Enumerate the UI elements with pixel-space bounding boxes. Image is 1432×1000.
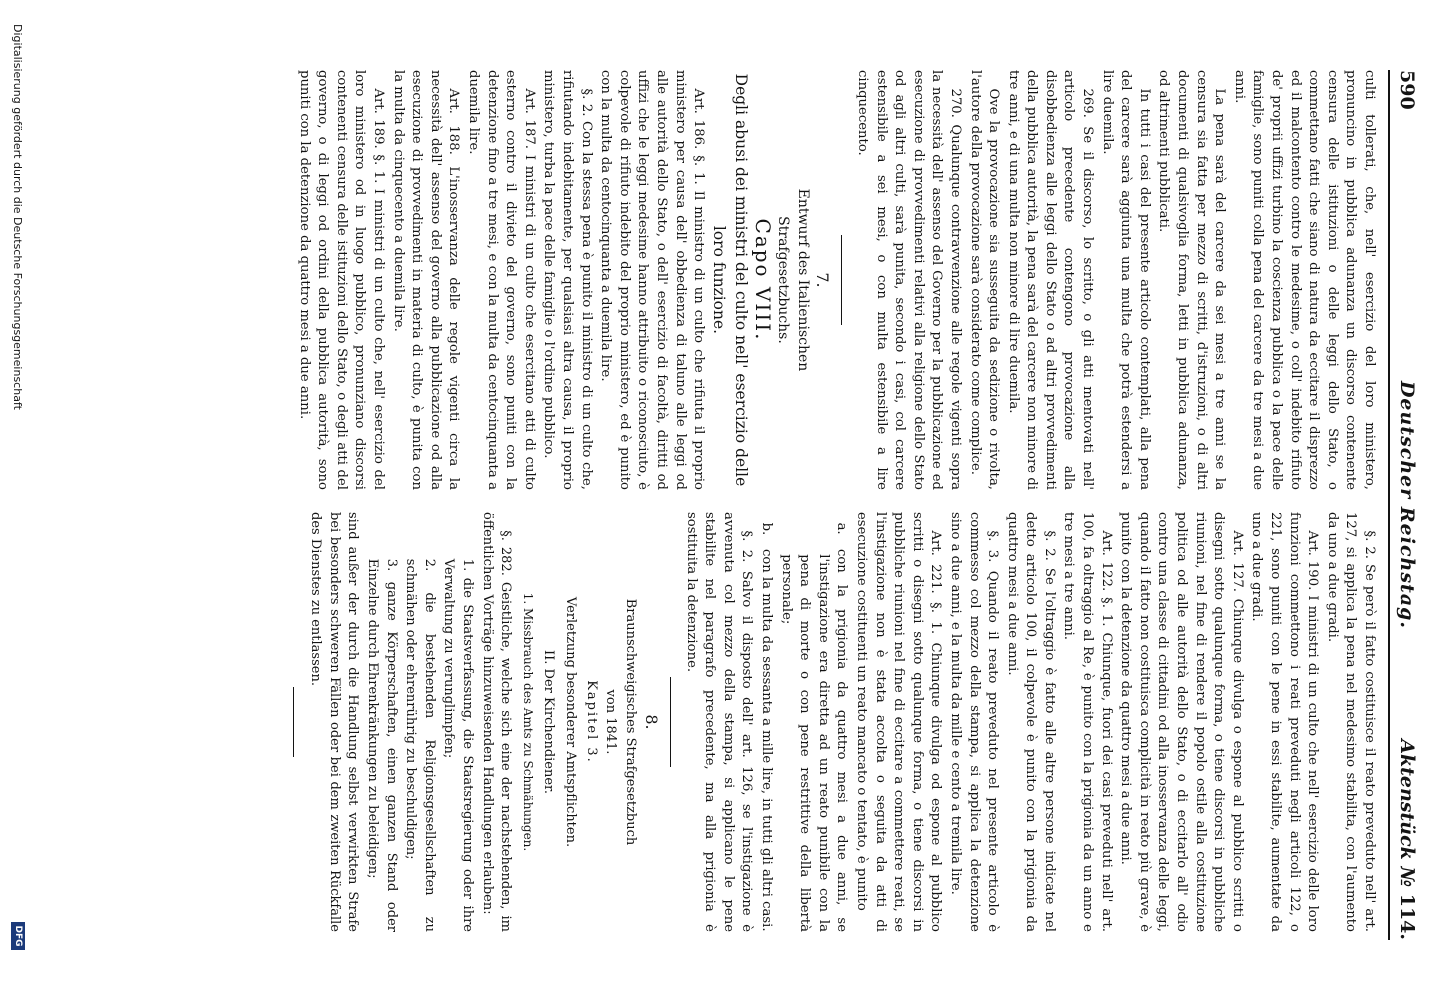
article-269: 269. Se il discorso, lo scritto, o gli atti mentovati nell' articolo precedente contengono provocazione alla disobbedienza alle leggi dello Stato o ad altri provvedimenti della pubblica autorità, la pena sarà del carcere non minore di tre anni, e di una multa non minore di lire duemila. [1005, 70, 1096, 490]
paragraph: La pena sarà del carcere da sei mesi a tre anni se la censura sia fatta per mezzo di scritti, d'istruzioni, o di altri documenti di qualsivoglia forma, letti in pubblica adunanza, od altrimenti pubblicati. [1156, 70, 1228, 490]
paragraph: Ove la provocazione sia susseguita da sedizione o rivolta, l'autore della provocazione sarà considerato come complice. [967, 70, 1002, 490]
attachment-number [1396, 739, 1418, 940]
page-header [1388, 70, 1424, 940]
article-221-par-2: §. 2. Salvo il disposto dell' art. 126, se l'instigazione è avvenuta col mezzo della stampa, si applicano le pene stabilite nel paragrafo precedente, ma alla prigionia è sostituita la detenzione. [683, 512, 755, 932]
paragraph-282-item-2: 2. die bestehenden Religionsgesellschaften zu schmähen oder ehrenrührig zu beschuldigen; [403, 558, 437, 932]
paragraph: In tutti i casi del presente articolo contemplati, alla pena del carcere sarà aggiunta una multa che potrà estendersi a lire duemila. [1099, 70, 1152, 490]
paragraph-282: §. 282. Geistliche, welche sich eine der nachstehenden, im öffentlichen Vorträge hinzuweisenden Handlungen erlauben: [479, 512, 514, 932]
page-number: 590 [1396, 70, 1418, 110]
chapter-subtitle-de: Verletzung besonderer Amtspflichten. [562, 596, 578, 848]
article-186: Art. 186. §. 1. Il ministro di un culto che rifiuta il proprio ministero per causa dell' obbedienza di taluno alle leggi od alle autorità dello Stato, o dell' esercizio di facoltà, diritti od uffizi che le leggi medesime hanno attribuito o riconosciuto, è colpevole di rifiuto indebito del proprio ministero, ed è punito con la multa da centocinquanta a duemila lire. [598, 70, 707, 490]
article-122: Art. 122. §. 1. Chiunque, fuori dei casi preveduti nell' art. 100, fa oltraggio al Re, è punito con la prigionia da un anno e tre mesi a tre anni. [1061, 512, 1114, 932]
section-title-8-line2: von 1841. [603, 689, 619, 755]
article-122-par-3: §. 3. Quando il reato preveduto nel presente articolo è commesso col mezzo della stampa, si applica la detenzione sino a due anni, e la multa da mille e cento a tremila lire. [947, 512, 1001, 932]
paragraph-282-item-1: 1. die Staatsverfassung, die Staatsregierung oder ihre Verwaltung zu verunglimpfen; [441, 558, 476, 932]
dfg-logo: DFG [11, 922, 25, 950]
attachment-value: 114. [1396, 893, 1418, 940]
chapter-subtitle: Degli abusi dei ministri del culto nell' esercizio delle loro funzione. [710, 73, 751, 487]
attachment-label: Aktenstück № [1396, 739, 1418, 888]
chapter-heading-de: Kapitel 3. [584, 680, 600, 764]
section-divider [841, 235, 842, 325]
section-title-7-line1: Entwurf des Italienischen [794, 188, 811, 372]
paragraph: culti tollerati, che, nell' esercizio del loro ministero, pronuncino in pubblica adunanza un discorso contenente censura delle istituzioni o delle leggi dello Stato, o commettano fatti che siano di natura da eccitare il disprezzo ed il malcontento contro le medesime, o coll' indebito rifiuto de' proprii uffizi turbino la coscienza pubblica o la pace delle famiglie, sono puniti colla pena del carcere da tre mesi a due anni. [1231, 70, 1377, 490]
right-column [293, 512, 1378, 932]
end-divider [293, 687, 294, 757]
article-221-item-a [776, 512, 850, 932]
section-title-8-line1: Braunschweigisches Strafgesetzbuch [623, 598, 639, 846]
section-number-8: 8. [642, 714, 662, 730]
digitization-credit [0, 0, 34, 1000]
journal-title: Deutscher Reichstag. [1396, 380, 1418, 630]
article-127: Art. 127. Chiunque divulga o espone al pubblico scritti o disegni sotto qualunque forma, o tiene discorsi in pubbliche riunioni, nel fine di rendere il popolo ostile alla costituzione politica od alle autorità dello Stato, o di eccitarlo all' odio contro una classe di cittadini od alla inosservanza delle leggi, quando il fatto non costituisca complicità in reato più grave, è punito con la detenzione da quattro mesi a due anni. [1118, 512, 1245, 932]
article-190: Art. 190. I ministri di un culto che nell' esercizio delle loro funzioni commettono i reati preveduti negli articoli 122, o 221, sono puniti con le pene in essi stabilite, aumentate da uno a due gradi. [1249, 512, 1321, 932]
article-221: Art. 221. §. 1. Chiunque divulga od espone al pubblico scritti o disegni sotto qualunque forma, o tiene discorsi in pubbliche riunioni nel fine di eccitare a commettere reati, se l'instigazione non è stata accolta o seguita da atti di esecuzione costituenti un reato mancato o tentato, è punito [853, 512, 944, 932]
section-divider [670, 677, 671, 767]
left-column [293, 70, 1378, 490]
article-189: Art. 189. §. 1. I ministri di un culto che, nell' esercizio del loro ministero od in luogo pubblico, pronunziano discorsi contenenti censura delle istituzioni dello Stato, o degli atti del governo, o di leggi od ordini della pubblica autorità, sono puniti con la detenzione da quattro mesi a due anni. [296, 70, 387, 490]
item-label: b. [759, 522, 774, 536]
section-number-7: 7. [813, 272, 833, 288]
item-text: con la multa da sessanta a mille lire, in tutti gli altri casi. [759, 548, 774, 932]
paragraph-282-item-3: 3. ganze Körperschaften, einen ganzen Stand oder Einzelne durch Ehrenkränkungen zu beleidigen; [365, 558, 399, 932]
part-note: 1. Missbrauch des Amts zu Schmähungen. [520, 592, 535, 852]
article-270: 270. Qualunque contravvenzione alle regole vigenti sopra la necessità dell' assenso del Governo per la pubblicazione ed esecuzione di provvedimenti relativi alla religione dello Stato od agli altri culti, sarà punita, secondo i casi, col carcere estensibile a sei mesi, o con multa estensibile a lire cinquecento. [854, 70, 963, 490]
item-text: con la prigionia da quattro mesi a due anni, se l'instigazione era diretta ad un reato punibile con la pena di morte o con pene restrittive della libertà personale; [778, 548, 850, 932]
section-title-7-line2: Strafgesetzbuchs. [774, 216, 791, 344]
article-122-par-2: §. 2. Se l'oltraggio è fatto alle altre persone indicate nel detto articolo 100, il colpevole è punito con la prigionia da quattro mesi a due anni. [1004, 512, 1057, 932]
digitization-credit-text: Digitalisierung gefördert durch die Deutsche Forschungsgemeinschaft [11, 24, 24, 410]
article-189-par-2: §. 2. Se però il fatto costituisce il reato preveduto nell' art. 127, si applica la pena nel medesimo stabilita, con l'aumento da uno a due gradi. [1324, 512, 1377, 932]
article-187: Art. 187. I ministri di un culto che esercitano atti di culto esterno contro il divieto del governo, sono puniti con la detenzione fino a tre mesi, e con la multa da centocinquanta a duemila lire. [466, 70, 537, 490]
item-label: a. [834, 522, 850, 535]
article-221-item-b [756, 512, 775, 932]
article-186-par-2: §. 2. Con la stessa pena è punito il ministro di un culto che, rifiutando indebitamente, per qualsiasi altra causa, il proprio ministero, turba la pace delle famiglie o l'ordine pubblico. [541, 70, 594, 490]
chapter-heading: Capo VIII. [750, 218, 775, 342]
paragraph-282-conclusion: sind außer der durch die Handlung selbst verwirkten Strafe bei besonders schweren Fällen oder bei dem zweiten Rückfalle des Dienstes zu entlassen. [308, 512, 361, 932]
part-heading: II. Der Kirchendiener. [540, 650, 556, 794]
article-188: Art. 188. L'inosservanza delle regole vigenti circa la necessità dell' assenso del governo alla pubblicazione od alla esecuzione di provvedimenti in materia di culto, è punita con la multa da cinquecento a duemila lire. [390, 70, 462, 490]
